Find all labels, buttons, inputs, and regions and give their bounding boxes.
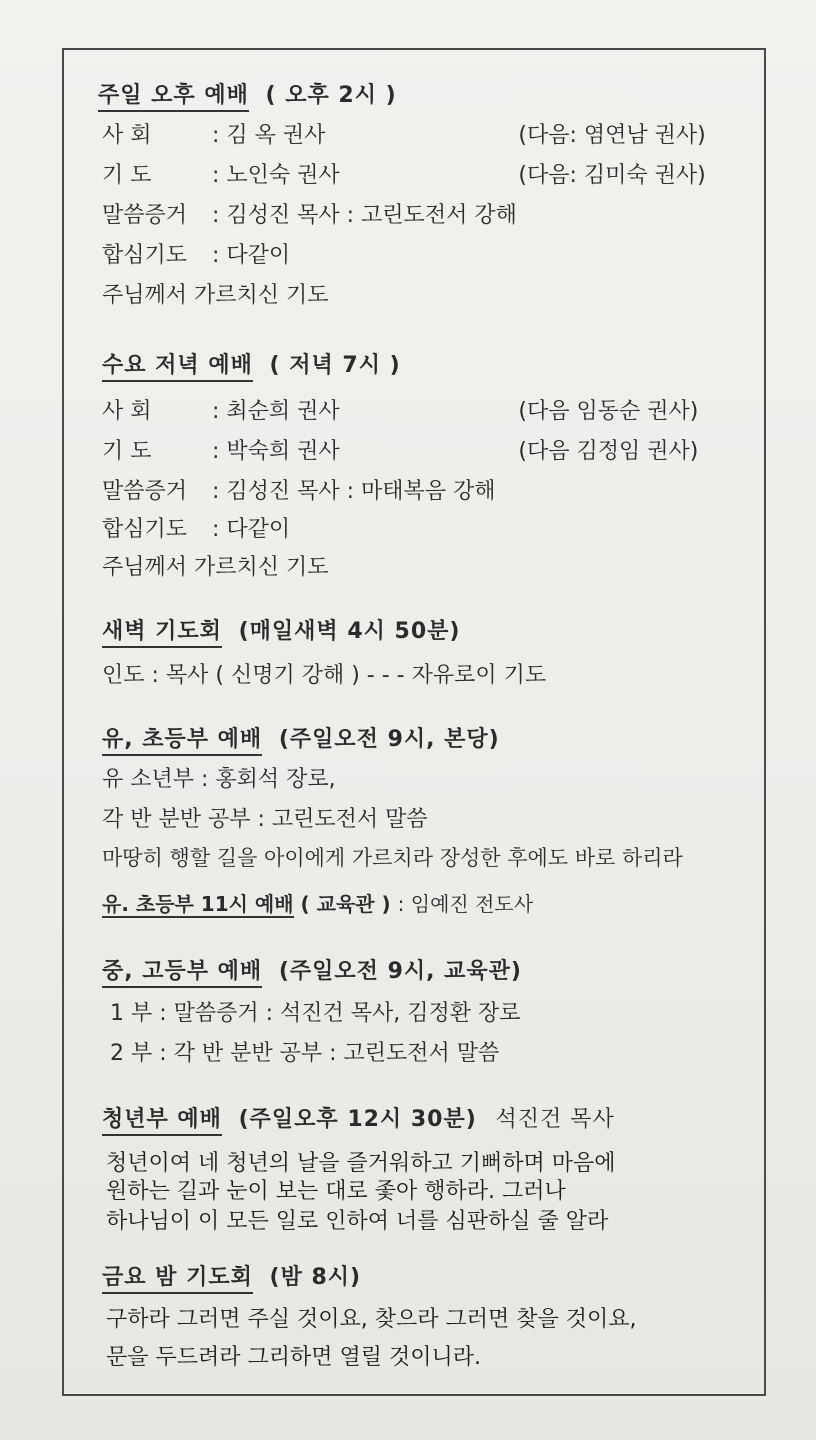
line-note: (다음 김정임 권사) [518,439,699,464]
line-label: 합심기도 [102,517,188,542]
section-title: 수요 저녁 예배 [102,353,253,382]
section-time: (밤 8시) [269,1265,362,1290]
line-value: 최순희 권사 [226,399,340,424]
service-line: 사 회 : 최순희 권사 (다음 임동순 권사) [102,399,699,424]
section-time: ( 오후 2시 ) [265,83,397,108]
line-label: 기 도 [102,163,152,188]
line-label: 말씀증거 [102,203,188,228]
line-note: (다음 임동순 권사) [518,399,699,424]
service-line: 기 도 : 노인숙 권사 (다음: 김미숙 권사) [102,163,706,188]
line-value: 다같이 [226,517,291,542]
service-line: 합심기도 : 다같이 [102,517,291,542]
section-title: 새벽 기도회 [102,619,222,648]
section-title: 청년부 예배 [102,1107,222,1136]
service-line: 말씀증거 : 김성진 목사 : 마태복음 강해 [102,479,496,504]
children-line: 유 소년부 : 홍회석 장로, [102,767,336,792]
line-value: 김 옥 권사 [226,123,326,148]
line-note: (다음: 김미숙 권사) [518,163,706,188]
section-time: ( 저녁 7시 ) [269,353,401,378]
section-time: (주일오전 9시, 교육관) [278,959,522,984]
friday-verse-line: 구하라 그러면 주실 것이요, 찾으라 그러면 찾을 것이요, [106,1307,637,1332]
section-title: 금요 밤 기도회 [102,1265,253,1294]
section-time: (주일오전 9시, 본당) [278,727,500,752]
section-heading-children [102,726,500,754]
service-line: 사 회 : 김 옥 권사 (다음: 염연남 권사) [102,123,706,148]
line-label: 말씀증거 [102,479,188,504]
service-line: 말씀증거 : 김성진 목사 : 고린도전서 강해 [102,203,517,228]
line-note: (다음: 염연남 권사) [518,123,706,148]
line-label: 합심기도 [102,243,188,268]
young-adult-verse-line: 청년이여 네 청년의 날을 즐거워하고 기뻐하며 마음에 [106,1151,616,1176]
section-time: (주일오후 12시 30분) [238,1107,477,1132]
line-value: 노인숙 권사 [226,163,340,188]
eleven-place: ( 교육관 ) [300,892,391,916]
children-eleven-line [102,890,533,918]
line-value: 박숙희 권사 [226,439,340,464]
section-leader: 석진건 목사 [495,1107,615,1132]
line-label: 사 회 [102,123,152,148]
young-adult-verse-line: 원하는 길과 눈이 보는 대로 좇아 행하라. 그러나 [106,1179,566,1204]
closing-prayer: 주님께서 가르치신 기도 [102,283,329,308]
young-adult-verse-line: 하나님이 이 모든 일로 인하여 너를 심판하실 줄 알라 [106,1209,609,1234]
children-line: 각 반 분반 공부 : 고린도전서 말씀 [102,807,428,832]
line-label: 사 회 [102,399,152,424]
service-line: 기 도 : 박숙희 권사 (다음 김정임 권사) [102,439,699,464]
service-line: 합심기도 : 다같이 [102,243,291,268]
section-title: 유, 초등부 예배 [102,727,262,756]
section-heading-wednesday-evening [102,352,401,380]
eleven-title: 유. 초등부 11시 예배 [102,892,294,916]
friday-verse-line: 문을 두드려라 그리하면 열릴 것이니라. [106,1345,481,1370]
youth-line: 2 부 : 각 반 분반 공부 : 고린도전서 말씀 [110,1041,500,1066]
children-verse: 마땅히 행할 길을 아이에게 가르치라 장성한 후에도 바로 하리라 [102,846,683,870]
section-heading-youth [102,958,522,986]
eleven-leader: : 임예진 전도사 [397,892,534,916]
section-heading-dawn-prayer [102,618,460,646]
line-label: 기 도 [102,439,152,464]
closing-prayer: 주님께서 가르치신 기도 [102,555,329,580]
section-time: (매일새벽 4시 50분) [238,619,461,644]
line-value: 다같이 [226,243,291,268]
section-heading-friday-prayer [102,1264,361,1292]
section-title: 주일 오후 예배 [98,83,249,112]
dawn-prayer-line: 인도 : 목사 ( 신명기 강해 ) - - - 자유로이 기도 [102,663,547,688]
line-value: 김성진 목사 : 고린도전서 강해 [226,203,517,228]
section-heading-sunday-afternoon [98,82,397,110]
youth-line: 1 부 : 말씀증거 : 석진건 목사, 김정환 장로 [110,1001,521,1026]
section-heading-young-adult [102,1106,615,1134]
line-value: 김성진 목사 : 마태복음 강해 [226,479,496,504]
section-title: 중, 고등부 예배 [102,959,262,988]
